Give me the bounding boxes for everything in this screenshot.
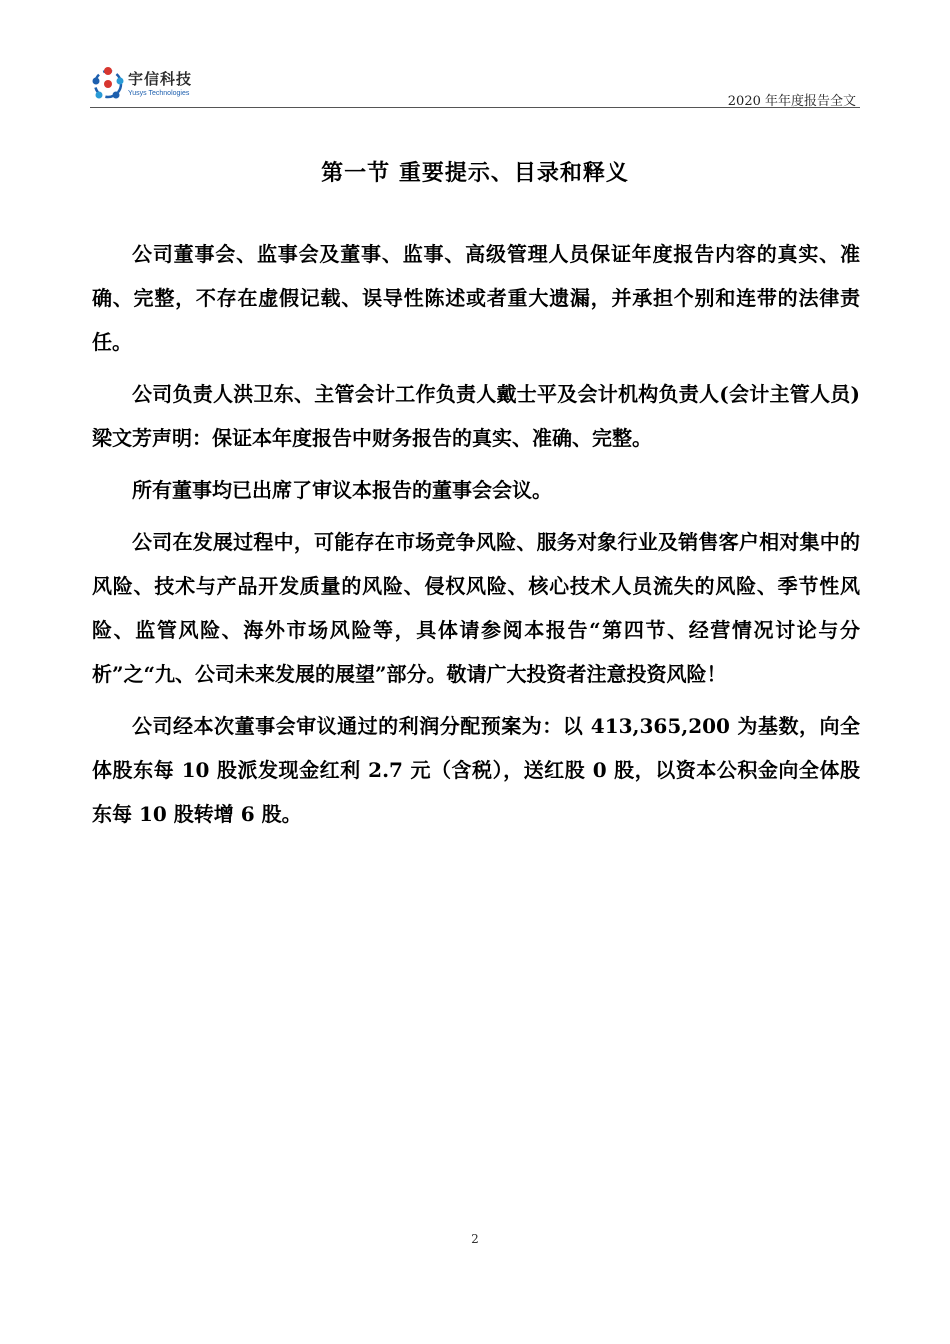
document-body <box>92 232 860 844</box>
page-header <box>90 64 860 108</box>
yusys-logo-icon <box>90 66 126 102</box>
paragraph-officer-statement: 公司负责人洪卫东、主管会计工作负责人戴士平及会计机构负责人(会计主管人员)梁文芳声明：保证本年度报告中财务报告的真实、准确、完整。 <box>92 382 860 450</box>
logo-chinese-name: 宇信科技 <box>128 69 193 88</box>
header-divider <box>90 107 860 108</box>
page-number: 2 <box>471 1232 479 1246</box>
paragraph-board-attendance: 所有董事均已出席了审议本报告的董事会会议。 <box>132 478 552 502</box>
paragraph-profit-distribution: 公司经本次董事会审议通过的利润分配预案为：以 413,365,200 为基数，向全体股东每 10 股派发现金红利 2.7 元（含税），送红股 0 股，以资本公积金向全体股东每 10 股转增 6 股。 <box>92 714 860 826</box>
logo-english-name: Yusys Technologies <box>128 89 190 97</box>
company-logo <box>90 64 192 104</box>
paragraph-risk-warning: 公司在发展过程中，可能存在市场竞争风险、服务对象行业及销售客户相对集中的风险、技术与产品开发质量的风险、侵权风险、核心技术人员流失的风险、季节性风险、监管风险、海外市场风险等，具体请参阅本报告“第四节、经营情况讨论与分析”之“九、公司未来发展的展望”部分。敬请广大投资者注意投资风险！ <box>92 530 860 686</box>
section-title: 第一节 重要提示、目录和释义 <box>321 161 629 186</box>
paragraph-responsibility: 公司董事会、监事会及董事、监事、高级管理人员保证年度报告内容的真实、准确、完整，不存在虚假记载、误导性陈述或者重大遗漏，并承担个别和连带的法律责任。 <box>92 242 860 354</box>
report-label: 2020 年年度报告全文 <box>727 94 856 109</box>
